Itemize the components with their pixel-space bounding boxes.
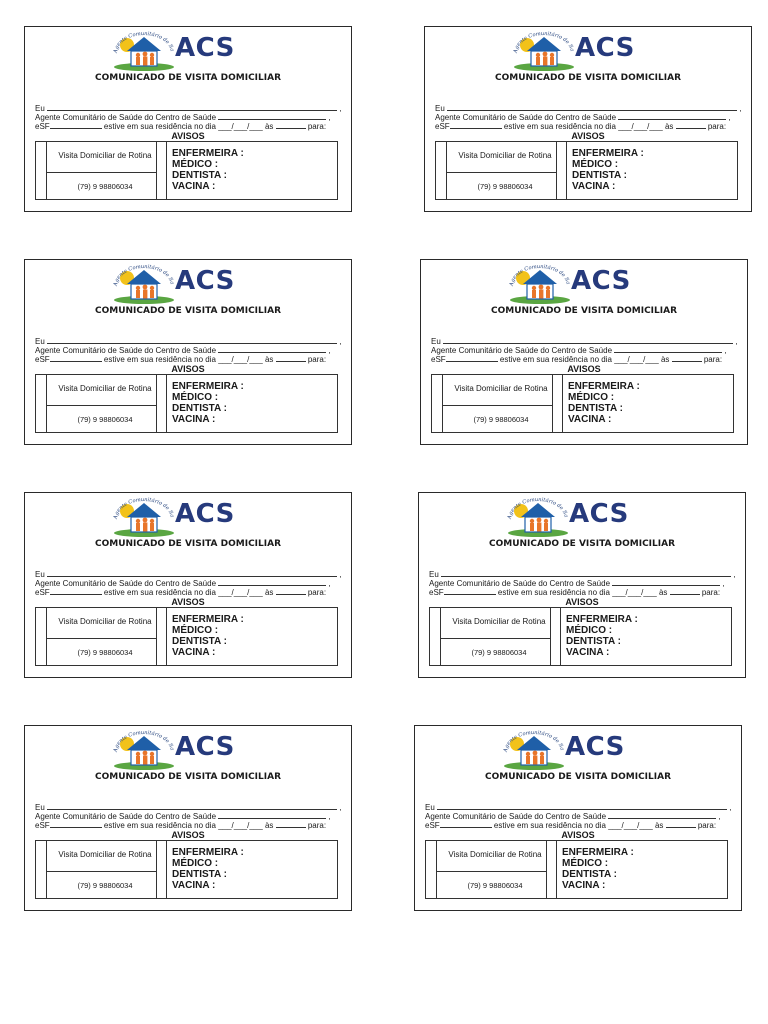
date-blank: ___/___/___ bbox=[614, 355, 659, 364]
role-dentista: DENTISTA : bbox=[172, 170, 227, 181]
role-vacina: VACINA : bbox=[172, 181, 216, 192]
visit-card bbox=[414, 725, 742, 911]
divider bbox=[46, 142, 47, 199]
logo-person-body bbox=[526, 756, 530, 764]
time-blank bbox=[276, 587, 306, 595]
line-agente: Agente Comunitário de Saúde do Centro de Saúde , bbox=[35, 113, 331, 122]
avisos-box bbox=[431, 374, 734, 433]
acs-logo-icon bbox=[109, 497, 179, 537]
visit-type: Visita Domiciliar de Rotina bbox=[458, 151, 552, 160]
divider bbox=[166, 142, 167, 199]
centro-blank bbox=[618, 112, 726, 120]
logo-person-body bbox=[546, 290, 550, 298]
logo-person bbox=[526, 752, 530, 756]
logo-person-body bbox=[150, 523, 154, 531]
logo-person bbox=[136, 519, 140, 523]
role-list bbox=[566, 614, 638, 658]
divider bbox=[556, 841, 557, 898]
logo-person-body bbox=[136, 756, 140, 764]
divider bbox=[166, 608, 167, 665]
para-label: para: bbox=[307, 122, 327, 131]
phone-number: (79) 9 98806034 bbox=[77, 415, 133, 424]
role-medico: MÉDICO : bbox=[562, 858, 609, 869]
logo-person-body bbox=[532, 290, 536, 298]
logo-person bbox=[533, 751, 538, 756]
line-eu: Eu , bbox=[425, 803, 732, 812]
line-esf bbox=[429, 587, 737, 597]
logo-person-body bbox=[136, 523, 140, 531]
role-medico: MÉDICO : bbox=[172, 159, 219, 170]
role-enfermeira: ENFERMEIRA : bbox=[562, 847, 634, 858]
role-list bbox=[562, 847, 634, 891]
divider bbox=[166, 841, 167, 898]
logo-person-body bbox=[543, 57, 547, 66]
time-blank bbox=[676, 121, 706, 129]
logo-person bbox=[530, 519, 534, 523]
eu-blank bbox=[441, 569, 731, 577]
avisos-box bbox=[425, 840, 728, 899]
line-agente: Agente Comunitário de Saúde do Centro de Saúde , bbox=[431, 346, 727, 355]
logo-person bbox=[150, 519, 154, 523]
logo-person bbox=[136, 53, 140, 57]
eu-label: Eu bbox=[35, 337, 45, 346]
para-label: para: bbox=[307, 821, 327, 830]
logo-person bbox=[143, 751, 148, 756]
divider bbox=[436, 871, 546, 872]
line-eu: Eu , bbox=[35, 337, 342, 346]
avisos-box bbox=[435, 141, 738, 200]
logo-arc-text: Agente Comunitário de Sa bbox=[512, 31, 575, 54]
acs-logo-icon bbox=[499, 730, 569, 770]
esf-label: eSF bbox=[425, 821, 440, 830]
visit-card bbox=[24, 259, 352, 445]
logo-person bbox=[537, 518, 542, 523]
role-vacina: VACINA : bbox=[172, 880, 216, 891]
phone-number: (79) 9 98806034 bbox=[471, 648, 527, 657]
date-blank: ___/___/___ bbox=[612, 588, 657, 597]
divider bbox=[46, 841, 47, 898]
logo-person-body bbox=[530, 523, 534, 531]
line-eu: Eu , bbox=[431, 337, 738, 346]
line-esf bbox=[431, 354, 739, 364]
agente-label: Agente Comunitário de Saúde do Centro de Saúde bbox=[35, 812, 217, 821]
role-vacina: VACINA : bbox=[566, 647, 610, 658]
logo-person-body bbox=[136, 57, 140, 65]
date-blank: ___/___/___ bbox=[218, 122, 263, 131]
eu-blank bbox=[437, 802, 727, 810]
divider bbox=[442, 405, 552, 406]
divider bbox=[46, 871, 156, 872]
visit-type: Visita Domiciliar de Rotina bbox=[58, 151, 152, 160]
date-blank: ___/___/___ bbox=[618, 122, 663, 131]
visit-card bbox=[24, 492, 352, 678]
as-label: às bbox=[264, 821, 274, 830]
logo-person-body bbox=[143, 523, 147, 532]
logo-person bbox=[143, 285, 148, 290]
logo-person bbox=[136, 752, 140, 756]
logo-person bbox=[150, 53, 154, 57]
brand-acs: ACS bbox=[175, 33, 235, 63]
brand-acs: ACS bbox=[569, 499, 629, 529]
line-eu: Eu , bbox=[35, 104, 342, 113]
centro-blank bbox=[614, 345, 722, 353]
eu-label: Eu bbox=[35, 104, 45, 113]
eu-label: Eu bbox=[425, 803, 435, 812]
esf-blank bbox=[450, 121, 502, 129]
agente-label: Agente Comunitário de Saúde do Centro de Saúde bbox=[35, 113, 217, 122]
visit-text: estive em sua residência no dia bbox=[497, 588, 610, 597]
role-vacina: VACINA : bbox=[572, 181, 616, 192]
logo-person-body bbox=[143, 290, 147, 299]
role-list bbox=[172, 148, 244, 192]
logo-person bbox=[544, 519, 548, 523]
time-blank bbox=[666, 820, 696, 828]
eu-blank bbox=[47, 569, 337, 577]
line-agente: Agente Comunitário de Saúde do Centro de Saúde , bbox=[429, 579, 725, 588]
logo-person-body bbox=[537, 523, 541, 532]
role-vacina: VACINA : bbox=[172, 414, 216, 425]
phone-number: (79) 9 98806034 bbox=[473, 415, 529, 424]
centro-blank bbox=[612, 578, 720, 586]
logo-person bbox=[550, 53, 554, 57]
logo-person bbox=[136, 286, 140, 290]
logo-person-body bbox=[544, 523, 548, 531]
line-agente: Agente Comunitário de Saúde do Centro de Saúde , bbox=[435, 113, 731, 122]
brand-acs: ACS bbox=[571, 266, 631, 296]
avisos-box bbox=[35, 374, 338, 433]
divider bbox=[440, 608, 441, 665]
avisos-box bbox=[35, 840, 338, 899]
role-list bbox=[568, 381, 640, 425]
visit-text: estive em sua residência no dia bbox=[103, 122, 216, 131]
logo-person-body bbox=[150, 290, 154, 298]
as-label: às bbox=[264, 588, 274, 597]
line-agente: Agente Comunitário de Saúde do Centro de Saúde , bbox=[425, 812, 721, 821]
acs-logo-icon bbox=[509, 31, 579, 71]
divider bbox=[46, 608, 47, 665]
esf-blank bbox=[446, 354, 498, 362]
eu-blank bbox=[47, 103, 337, 111]
divider bbox=[436, 841, 437, 898]
time-blank bbox=[276, 121, 306, 129]
line-agente: Agente Comunitário de Saúde do Centro de Saúde , bbox=[35, 579, 331, 588]
logo-arc-text: Agente Comunitário de Sa bbox=[506, 497, 569, 520]
avisos-heading: AVISOS bbox=[565, 597, 599, 607]
card-title: COMUNICADO DE VISITA DOMICILIAR bbox=[490, 306, 678, 316]
centro-blank bbox=[218, 811, 326, 819]
role-medico: MÉDICO : bbox=[566, 625, 613, 636]
line-esf bbox=[435, 121, 743, 131]
visit-type: Visita Domiciliar de Rotina bbox=[58, 850, 152, 859]
visit-text: estive em sua residência no dia bbox=[493, 821, 606, 830]
para-label: para: bbox=[703, 355, 723, 364]
line-eu: Eu , bbox=[429, 570, 736, 579]
visit-card bbox=[424, 26, 752, 212]
eu-label: Eu bbox=[435, 104, 445, 113]
visit-type: Visita Domiciliar de Rotina bbox=[58, 617, 152, 626]
para-label: para: bbox=[697, 821, 717, 830]
avisos-heading: AVISOS bbox=[567, 364, 601, 374]
divider bbox=[442, 375, 443, 432]
esf-label: eSF bbox=[35, 588, 50, 597]
logo-arc-text: Agente Comunitário de Sa bbox=[508, 264, 571, 287]
brand-acs: ACS bbox=[175, 732, 235, 762]
esf-blank bbox=[440, 820, 492, 828]
card-title: COMUNICADO DE VISITA DOMICILIAR bbox=[94, 772, 282, 782]
agente-label: Agente Comunitário de Saúde do Centro de Saúde bbox=[431, 346, 613, 355]
role-medico: MÉDICO : bbox=[172, 625, 219, 636]
agente-label: Agente Comunitário de Saúde do Centro de Saúde bbox=[429, 579, 611, 588]
logo-person bbox=[540, 752, 544, 756]
line-esf bbox=[35, 121, 343, 131]
line-agente: Agente Comunitário de Saúde do Centro de Saúde , bbox=[35, 812, 331, 821]
acs-logo-icon bbox=[109, 264, 179, 304]
card-title: COMUNICADO DE VISITA DOMICILIAR bbox=[484, 772, 672, 782]
avisos-heading: AVISOS bbox=[171, 131, 205, 141]
as-label: às bbox=[264, 122, 274, 131]
role-enfermeira: ENFERMEIRA : bbox=[172, 614, 244, 625]
time-blank bbox=[276, 820, 306, 828]
avisos-heading: AVISOS bbox=[171, 830, 205, 840]
logo-person-body bbox=[143, 756, 147, 765]
logo-person-body bbox=[150, 57, 154, 65]
visit-text: estive em sua residência no dia bbox=[103, 821, 216, 830]
centro-blank bbox=[608, 811, 716, 819]
eu-blank bbox=[47, 802, 337, 810]
brand-acs: ACS bbox=[575, 33, 635, 63]
role-dentista: DENTISTA : bbox=[568, 403, 623, 414]
role-dentista: DENTISTA : bbox=[172, 403, 227, 414]
logo-person-body bbox=[539, 290, 543, 299]
divider bbox=[166, 375, 167, 432]
logo-person bbox=[150, 752, 154, 756]
date-blank: ___/___/___ bbox=[218, 588, 263, 597]
logo-person-body bbox=[550, 57, 554, 65]
visit-text: estive em sua residência no dia bbox=[499, 355, 612, 364]
visit-card bbox=[24, 725, 352, 911]
esf-blank bbox=[50, 354, 102, 362]
visit-type: Visita Domiciliar de Rotina bbox=[452, 617, 546, 626]
acs-logo-icon bbox=[503, 497, 573, 537]
role-dentista: DENTISTA : bbox=[172, 869, 227, 880]
as-label: às bbox=[660, 355, 670, 364]
eu-blank bbox=[47, 336, 337, 344]
esf-blank bbox=[50, 121, 102, 129]
line-eu: Eu , bbox=[35, 570, 342, 579]
visit-card bbox=[418, 492, 746, 678]
time-blank bbox=[276, 354, 306, 362]
eu-label: Eu bbox=[429, 570, 439, 579]
role-vacina: VACINA : bbox=[562, 880, 606, 891]
role-medico: MÉDICO : bbox=[568, 392, 615, 403]
role-dentista: DENTISTA : bbox=[562, 869, 617, 880]
centro-blank bbox=[218, 112, 326, 120]
esf-label: eSF bbox=[35, 355, 50, 364]
esf-blank bbox=[50, 820, 102, 828]
logo-person bbox=[150, 286, 154, 290]
brand-acs: ACS bbox=[175, 266, 235, 296]
line-agente: Agente Comunitário de Saúde do Centro de Saúde , bbox=[35, 346, 331, 355]
esf-label: eSF bbox=[435, 122, 450, 131]
phone-number: (79) 9 98806034 bbox=[467, 881, 523, 890]
esf-label: eSF bbox=[35, 821, 50, 830]
logo-person-body bbox=[150, 756, 154, 764]
role-enfermeira: ENFERMEIRA : bbox=[566, 614, 638, 625]
brand-acs: ACS bbox=[175, 499, 235, 529]
role-medico: MÉDICO : bbox=[572, 159, 619, 170]
esf-label: eSF bbox=[35, 122, 50, 131]
esf-blank bbox=[50, 587, 102, 595]
role-enfermeira: ENFERMEIRA : bbox=[572, 148, 644, 159]
avisos-heading: AVISOS bbox=[171, 597, 205, 607]
visit-type: Visita Domiciliar de Rotina bbox=[448, 850, 542, 859]
centro-blank bbox=[218, 345, 326, 353]
as-label: às bbox=[658, 588, 668, 597]
role-enfermeira: ENFERMEIRA : bbox=[172, 148, 244, 159]
eu-blank bbox=[443, 336, 733, 344]
logo-arc-text: Agente Comunitário de Sa bbox=[112, 730, 175, 753]
eu-label: Eu bbox=[35, 570, 45, 579]
as-label: às bbox=[654, 821, 664, 830]
para-label: para: bbox=[701, 588, 721, 597]
card-title: COMUNICADO DE VISITA DOMICILIAR bbox=[94, 73, 282, 83]
visit-text: estive em sua residência no dia bbox=[503, 122, 616, 131]
acs-logo-icon bbox=[505, 264, 575, 304]
para-label: para: bbox=[307, 588, 327, 597]
avisos-box bbox=[35, 607, 338, 666]
divider bbox=[562, 375, 563, 432]
logo-person-body bbox=[536, 57, 540, 65]
visit-text: estive em sua residência no dia bbox=[103, 588, 216, 597]
phone-number: (79) 9 98806034 bbox=[77, 182, 133, 191]
logo-arc-text: Agente Comunitário de Sa bbox=[112, 497, 175, 520]
date-blank: ___/___/___ bbox=[218, 821, 263, 830]
avisos-heading: AVISOS bbox=[171, 364, 205, 374]
logo-person bbox=[143, 52, 148, 57]
phone-number: (79) 9 98806034 bbox=[77, 648, 133, 657]
para-label: para: bbox=[707, 122, 727, 131]
logo-arc-text: Agente Comunitário de Sa bbox=[502, 730, 565, 753]
brand-acs: ACS bbox=[565, 732, 625, 762]
divider bbox=[446, 142, 447, 199]
logo-person-body bbox=[143, 57, 147, 66]
line-esf bbox=[35, 820, 343, 830]
agente-label: Agente Comunitário de Saúde do Centro de Saúde bbox=[35, 579, 217, 588]
as-label: às bbox=[664, 122, 674, 131]
card-title: COMUNICADO DE VISITA DOMICILIAR bbox=[494, 73, 682, 83]
role-dentista: DENTISTA : bbox=[172, 636, 227, 647]
line-esf bbox=[35, 354, 343, 364]
role-list bbox=[572, 148, 644, 192]
logo-arc-text: Agente Comunitário de Sa bbox=[112, 264, 175, 287]
divider bbox=[46, 375, 47, 432]
role-vacina: VACINA : bbox=[568, 414, 612, 425]
agente-label: Agente Comunitário de Saúde do Centro de Saúde bbox=[35, 346, 217, 355]
visit-card bbox=[420, 259, 748, 445]
phone-number: (79) 9 98806034 bbox=[477, 182, 533, 191]
eu-label: Eu bbox=[431, 337, 441, 346]
logo-person bbox=[546, 286, 550, 290]
visit-card bbox=[24, 26, 352, 212]
visit-type: Visita Domiciliar de Rotina bbox=[58, 384, 152, 393]
eu-blank bbox=[447, 103, 737, 111]
logo-person bbox=[143, 518, 148, 523]
as-label: às bbox=[264, 355, 274, 364]
esf-label: eSF bbox=[429, 588, 444, 597]
avisos-heading: AVISOS bbox=[561, 830, 595, 840]
agente-label: Agente Comunitário de Saúde do Centro de Saúde bbox=[435, 113, 617, 122]
date-blank: ___/___/___ bbox=[218, 355, 263, 364]
role-medico: MÉDICO : bbox=[172, 858, 219, 869]
line-esf bbox=[425, 820, 733, 830]
visit-text: estive em sua residência no dia bbox=[103, 355, 216, 364]
divider bbox=[566, 142, 567, 199]
role-list bbox=[172, 847, 244, 891]
logo-person bbox=[532, 286, 536, 290]
line-eu: Eu , bbox=[435, 104, 742, 113]
role-enfermeira: ENFERMEIRA : bbox=[568, 381, 640, 392]
role-enfermeira: ENFERMEIRA : bbox=[172, 847, 244, 858]
esf-blank bbox=[444, 587, 496, 595]
role-vacina: VACINA : bbox=[172, 647, 216, 658]
date-blank: ___/___/___ bbox=[608, 821, 653, 830]
avisos-box bbox=[429, 607, 732, 666]
divider bbox=[46, 172, 156, 173]
logo-person-body bbox=[533, 756, 537, 765]
divider bbox=[46, 638, 156, 639]
visit-type: Visita Domiciliar de Rotina bbox=[454, 384, 548, 393]
role-dentista: DENTISTA : bbox=[566, 636, 621, 647]
logo-arc-text: Agente Comunitário de Sa bbox=[112, 31, 175, 54]
divider bbox=[446, 172, 556, 173]
line-eu: Eu , bbox=[35, 803, 342, 812]
phone-number: (79) 9 98806034 bbox=[77, 881, 133, 890]
role-dentista: DENTISTA : bbox=[572, 170, 627, 181]
card-title: COMUNICADO DE VISITA DOMICILIAR bbox=[488, 539, 676, 549]
time-blank bbox=[670, 587, 700, 595]
card-title: COMUNICADO DE VISITA DOMICILIAR bbox=[94, 306, 282, 316]
divider bbox=[46, 405, 156, 406]
role-medico: MÉDICO : bbox=[172, 392, 219, 403]
avisos-box bbox=[35, 141, 338, 200]
role-list bbox=[172, 614, 244, 658]
para-label: para: bbox=[307, 355, 327, 364]
role-enfermeira: ENFERMEIRA : bbox=[172, 381, 244, 392]
acs-logo-icon bbox=[109, 730, 179, 770]
centro-blank bbox=[218, 578, 326, 586]
divider bbox=[440, 638, 550, 639]
card-title: COMUNICADO DE VISITA DOMICILIAR bbox=[94, 539, 282, 549]
logo-person-body bbox=[136, 290, 140, 298]
divider bbox=[560, 608, 561, 665]
logo-person-body bbox=[540, 756, 544, 764]
line-esf bbox=[35, 587, 343, 597]
logo-person bbox=[536, 53, 540, 57]
esf-label: eSF bbox=[431, 355, 446, 364]
logo-person bbox=[539, 285, 544, 290]
avisos-heading: AVISOS bbox=[571, 131, 605, 141]
agente-label: Agente Comunitário de Saúde do Centro de Saúde bbox=[425, 812, 607, 821]
time-blank bbox=[672, 354, 702, 362]
eu-label: Eu bbox=[35, 803, 45, 812]
acs-logo-icon bbox=[109, 31, 179, 71]
logo-person bbox=[543, 52, 548, 57]
role-list bbox=[172, 381, 244, 425]
